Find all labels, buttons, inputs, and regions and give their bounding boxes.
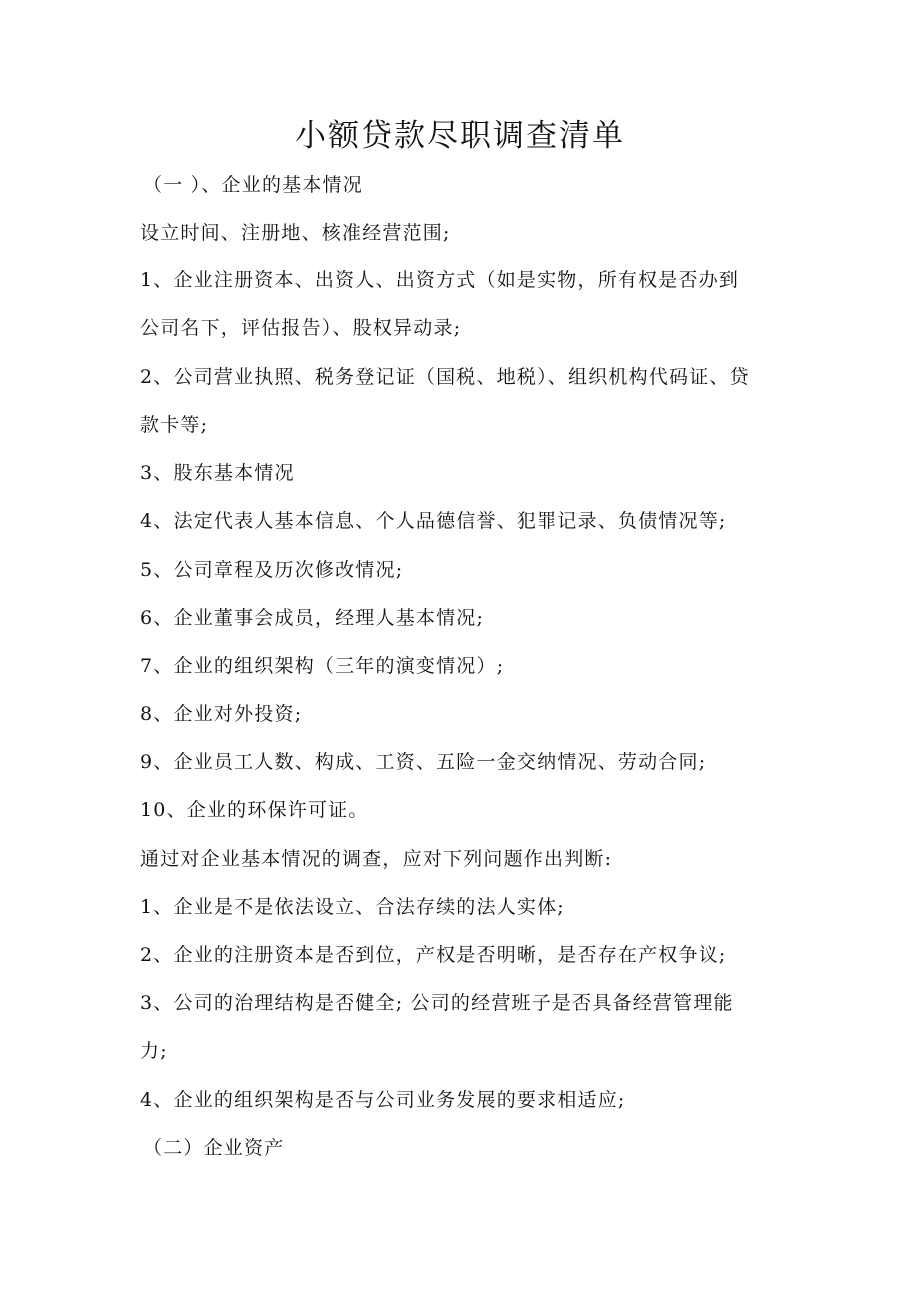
list-item: 公司名下，评估报告）、股权异动录;: [140, 317, 462, 339]
list-item: 1、企业注册资本、出资人、出资方式（如是实物，所有权是否办到: [140, 269, 740, 291]
section-heading-assets: （二）企业资产: [143, 1137, 285, 1159]
judgement-item: 力;: [140, 1040, 168, 1062]
list-item: 5、公司章程及历次修改情况;: [140, 559, 404, 581]
list-item: 10、企业的环保许可证。: [140, 799, 369, 821]
section-heading-basic-info: （一 ）、企业的基本情况: [143, 174, 363, 196]
judgement-item: 2、企业的注册资本是否到位，产权是否明晰，是否存在产权争议;: [140, 944, 727, 966]
judgement-item: 4、企业的组织架构是否与公司业务发展的要求相适应;: [140, 1089, 626, 1111]
list-item: 4、法定代表人基本信息、个人品德信誉、犯罪记录、负债情况等;: [140, 510, 727, 532]
list-item: 9、企业员工人数、构成、工资、五险一金交纳情况、劳动合同;: [140, 751, 707, 773]
list-item: 2、公司营业执照、税务登记证（国税、地税）、组织机构代码证、贷: [140, 366, 750, 388]
judgement-intro: 通过对企业基本情况的调查，应对下列问题作出判断:: [140, 848, 613, 870]
list-item: 6、企业董事会成员，经理人基本情况;: [140, 607, 485, 629]
list-item: 7、企业的组织架构（三年的演变情况）;: [140, 655, 505, 677]
intro-line: 设立时间、注册地、核准经营范围;: [140, 222, 451, 244]
judgement-item: 3、公司的治理结构是否健全; 公司的经营班子是否具备经营管理能: [140, 992, 734, 1014]
list-item: 3、股东基本情况: [140, 462, 295, 484]
judgement-item: 1、企业是不是依法设立、合法存续的法人实体;: [140, 896, 565, 918]
list-item: 8、企业对外投资;: [140, 703, 303, 725]
document-title: 小额贷款尽职调查清单: [295, 118, 625, 154]
list-item: 款卡等;: [140, 414, 209, 436]
